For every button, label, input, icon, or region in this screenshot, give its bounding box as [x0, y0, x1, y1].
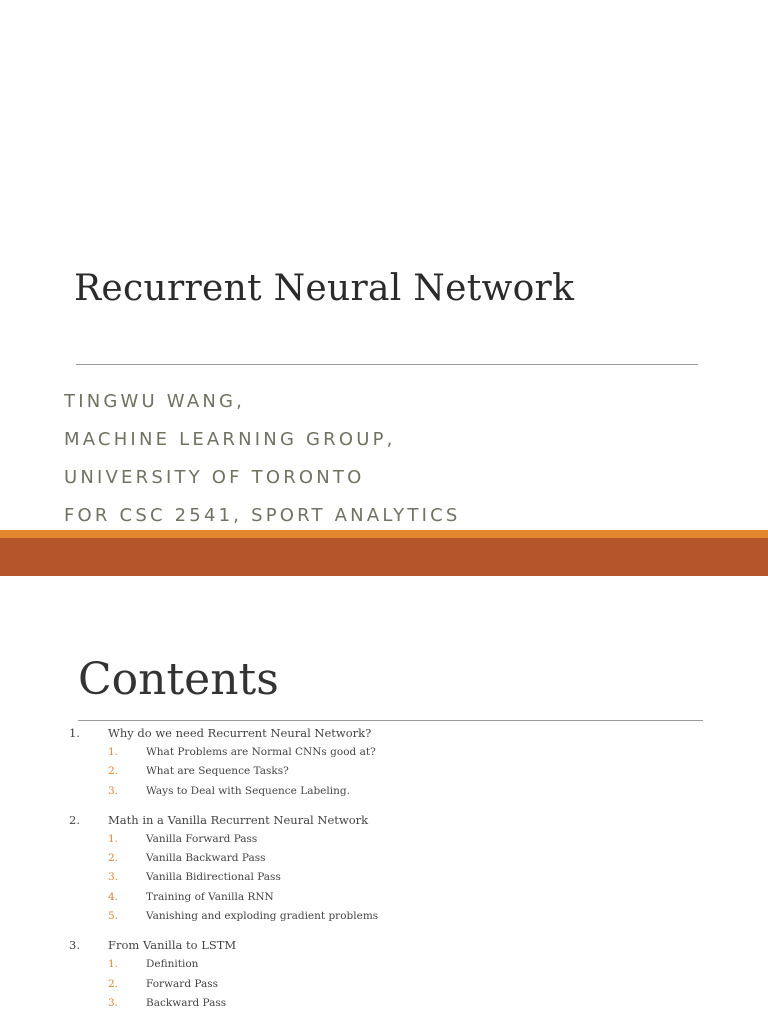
- contents-divider: [78, 720, 703, 721]
- toc-section-heading: [0, 724, 768, 743]
- toc-subitem: [0, 994, 768, 1013]
- toc-section: [0, 811, 768, 926]
- toc-section-number: 1.: [69, 726, 80, 740]
- toc-subitem-label: Training of Vanilla RNN: [146, 890, 274, 903]
- toc-subitem-label: Definition: [146, 958, 199, 971]
- contents-title: Contents: [78, 654, 279, 705]
- toc-subitem-label: Vanilla Backward Pass: [146, 852, 266, 865]
- toc-subitem-label: Vanishing and exploding gradient problems: [146, 910, 379, 923]
- slide-title: Recurrent Neural Network: [74, 268, 575, 309]
- toc-subitem: [0, 975, 768, 994]
- toc-subitem-number: 2.: [108, 852, 119, 865]
- toc-subitem-number: 3.: [108, 996, 119, 1009]
- table-of-contents: [0, 724, 768, 1023]
- toc-section-heading: [0, 936, 768, 955]
- toc-section-heading: [0, 811, 768, 830]
- accent-band-thin: [0, 530, 768, 538]
- toc-section-label: Why do we need Recurrent Neural Network?: [108, 726, 372, 740]
- toc-subitem-label: Vanilla Forward Pass: [146, 832, 258, 845]
- toc-section-label: Math in a Vanilla Recurrent Neural Network: [108, 812, 369, 827]
- group-line: MACHINE LEARNING GROUP,: [64, 429, 396, 450]
- toc-subitem-number: 3.: [108, 871, 119, 884]
- toc-subitem-label: What Problems are Normal CNNs good at?: [146, 746, 376, 758]
- toc-subitem: [0, 849, 768, 868]
- title-divider: [76, 364, 698, 365]
- contents-slide: [0, 576, 768, 1024]
- toc-subitem-label: Forward Pass: [146, 977, 219, 990]
- toc-subitem-number: 1.: [108, 958, 119, 971]
- toc-section: [0, 936, 768, 1013]
- toc-section-number: 3.: [69, 938, 80, 953]
- toc-subitem: [0, 955, 768, 974]
- toc-subitem: [0, 743, 768, 762]
- slide-subtitle: [64, 383, 460, 535]
- toc-subitem-number: 1.: [108, 832, 119, 845]
- toc-subitem: [0, 762, 768, 781]
- toc-subitem-number: 2.: [108, 977, 119, 990]
- toc-section: [0, 724, 768, 801]
- toc-subitem: [0, 888, 768, 907]
- author-line: TINGWU WANG,: [64, 391, 246, 412]
- toc-section-number: 2.: [69, 812, 80, 827]
- toc-section-label: From Vanilla to LSTM: [108, 938, 237, 953]
- toc-subitem-number: 3.: [108, 784, 119, 797]
- toc-subitem-label: What are Sequence Tasks?: [146, 765, 289, 778]
- toc-subitem-label: Vanilla Bidirectional Pass: [146, 871, 281, 884]
- toc-subitem-number: 5.: [108, 910, 119, 923]
- toc-subitem: [0, 868, 768, 887]
- course-line: FOR CSC 2541, SPORT ANALYTICS: [64, 505, 461, 526]
- toc-subitem-label: Ways to Deal with Sequence Labeling.: [146, 784, 350, 797]
- toc-subitem: [0, 830, 768, 849]
- university-line: UNIVERSITY OF TORONTO: [64, 467, 365, 488]
- toc-subitem-number: 2.: [108, 765, 119, 778]
- toc-subitem-label: Backward Pass: [146, 996, 227, 1009]
- accent-band-thick: [0, 538, 768, 576]
- toc-subitem: [0, 782, 768, 801]
- toc-subitem-number: 1.: [108, 746, 119, 758]
- toc-subitem-number: 4.: [108, 890, 119, 903]
- toc-subitem: [0, 907, 768, 926]
